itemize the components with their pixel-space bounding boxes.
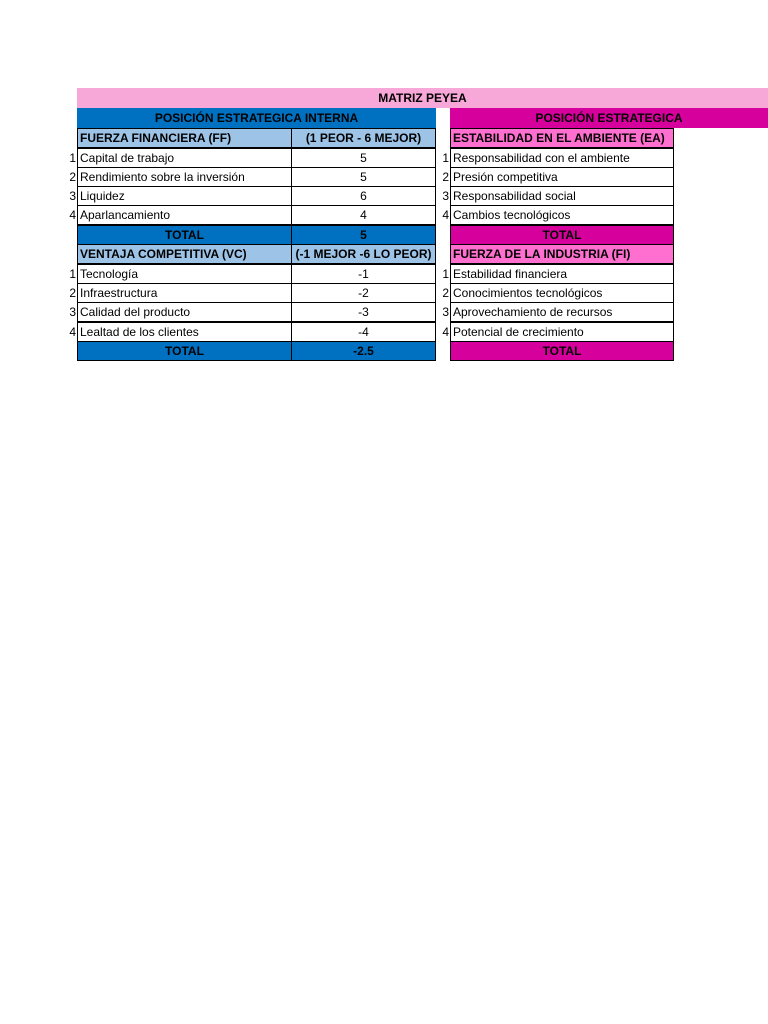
ea-row-label: Responsabilidad con el ambiente xyxy=(450,148,674,168)
row-number: 2 xyxy=(442,286,449,300)
fi-label: FUERZA DE LA INDUSTRIA (FI) xyxy=(450,244,674,264)
vc-label: VENTAJA COMPETITIVA (VC) xyxy=(77,244,292,264)
vc-scale: (-1 MEJOR -6 LO PEOR) xyxy=(291,244,436,264)
row-number: 2 xyxy=(69,170,76,184)
ff-total-value[interactable]: 5 xyxy=(291,225,436,245)
sheet-title: MATRIZ PEYEA xyxy=(77,88,768,108)
ff-total-label: TOTAL xyxy=(77,225,292,245)
ff-row-value[interactable]: 5 xyxy=(291,167,436,187)
ff-row-value[interactable]: 5 xyxy=(291,148,436,168)
row-number: 4 xyxy=(442,208,449,222)
fi-row-label: Estabilidad financiera xyxy=(450,264,674,284)
vc-row-label: Tecnología xyxy=(77,264,292,284)
row-number: 3 xyxy=(442,305,449,319)
ff-row-value[interactable]: 4 xyxy=(291,205,436,225)
vc-row-label: Calidad del producto xyxy=(77,302,292,322)
ea-total-label: TOTAL xyxy=(450,225,674,245)
row-number: 4 xyxy=(69,325,76,339)
vc-total-label: TOTAL xyxy=(77,341,292,361)
ea-row-label: Presión competitiva xyxy=(450,167,674,187)
vc-row-value[interactable]: -3 xyxy=(291,302,436,322)
row-number: 2 xyxy=(442,170,449,184)
ea-row-label: Cambios tecnológicos xyxy=(450,205,674,225)
ea-label: ESTABILIDAD EN EL AMBIENTE (EA) xyxy=(450,128,674,148)
ff-row-value[interactable]: 6 xyxy=(291,186,436,206)
fi-row-label: Potencial de crecimiento xyxy=(450,322,674,342)
vc-row-label: Lealtad de los clientes xyxy=(77,322,292,342)
vc-row-value[interactable]: -2 xyxy=(291,283,436,303)
row-number: 4 xyxy=(69,208,76,222)
ff-label: FUERZA FINANCIERA (FF) xyxy=(77,128,292,148)
row-number: 1 xyxy=(69,151,76,165)
vc-row-value[interactable]: -1 xyxy=(291,264,436,284)
ff-row-label: Rendimiento sobre la inversión xyxy=(77,167,292,187)
fi-total-label: TOTAL xyxy=(450,341,674,361)
vc-row-label: Infraestructura xyxy=(77,283,292,303)
row-number: 3 xyxy=(69,189,76,203)
vc-total-value[interactable]: -2.5 xyxy=(291,341,436,361)
ff-row-label: Capital de trabajo xyxy=(77,148,292,168)
ff-row-label: Aparlancamiento xyxy=(77,205,292,225)
fi-row-label: Aprovechamiento de recursos xyxy=(450,302,674,322)
row-number: 4 xyxy=(442,325,449,339)
fi-row-label: Conocimientos tecnológicos xyxy=(450,283,674,303)
strategic-position-header: POSICIÓN ESTRATEGICA xyxy=(450,108,768,128)
row-number: 1 xyxy=(442,151,449,165)
row-number: 1 xyxy=(442,267,449,281)
row-number: 2 xyxy=(69,286,76,300)
row-number: 3 xyxy=(442,189,449,203)
ea-row-label: Responsabilidad social xyxy=(450,186,674,206)
ff-row-label: Liquidez xyxy=(77,186,292,206)
ff-scale: (1 PEOR - 6 MEJOR) xyxy=(291,128,436,148)
internal-position-header: POSICIÓN ESTRATEGICA INTERNA xyxy=(77,108,436,128)
vc-row-value[interactable]: -4 xyxy=(291,322,436,342)
row-number: 1 xyxy=(69,267,76,281)
row-number: 3 xyxy=(69,305,76,319)
